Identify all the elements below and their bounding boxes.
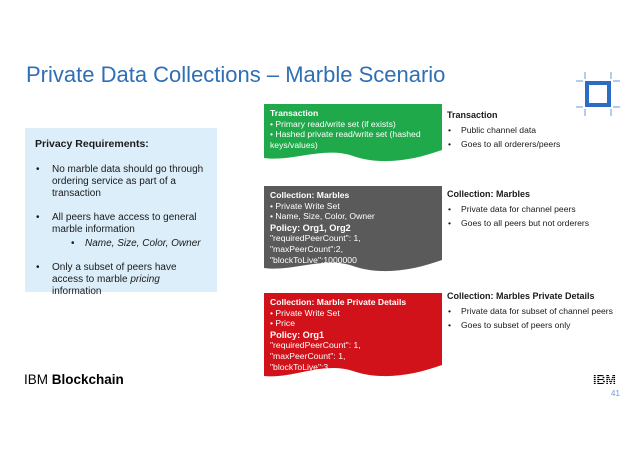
privacy-item-text: No marble data should go through ordering service as part of a transaction <box>52 164 204 199</box>
transaction-document-heading: Transaction <box>270 108 319 118</box>
bullet: • <box>36 212 40 223</box>
marbles-document-line: • Name, Size, Color, Owner <box>270 211 375 222</box>
details-policy-line: "blockToLive":3 <box>270 361 329 372</box>
marbles-description-heading: Collection: Marbles <box>447 189 531 199</box>
privacy-heading: Privacy Requirements: <box>35 138 149 150</box>
bullet: • <box>448 320 452 330</box>
transaction-document-shape <box>264 104 442 166</box>
marbles-document-content <box>264 186 442 265</box>
marble-private-details-document-shape <box>264 293 442 383</box>
brand-prefix: IBM <box>24 372 52 387</box>
details-document-heading: Collection: Marble Private Details <box>270 297 407 307</box>
details-policy-line: "maxPeerCount": 1, <box>270 350 346 361</box>
page-number: 41 <box>611 389 620 398</box>
description-item <box>447 139 637 150</box>
marbles-description <box>447 189 637 233</box>
transaction-description <box>447 110 637 154</box>
details-description <box>447 291 637 335</box>
privacy-item-text <box>52 262 177 297</box>
bullet: • <box>448 305 452 316</box>
marbles-document-line: • Private Write Set <box>270 200 340 211</box>
details-document-policy: Policy: Org1 <box>270 329 325 340</box>
bullet: • <box>448 139 452 149</box>
description-item <box>447 306 637 317</box>
description-item-text: Public channel data <box>461 124 537 135</box>
privacy-item-text-start: Only a subset of peers have access to marble <box>52 262 177 285</box>
bullet: • <box>448 124 452 135</box>
description-item-text: Goes to all orderers/peers <box>461 139 561 149</box>
brand-product: Blockchain <box>51 372 124 387</box>
description-item-text: Private data for subset of channel peers <box>461 305 613 316</box>
ibm-blockchain-brand <box>24 372 124 387</box>
marbles-document-policy: Policy: Org1, Org2 <box>270 222 351 233</box>
details-document-content <box>264 293 442 372</box>
privacy-item <box>35 164 207 200</box>
privacy-requirements-box <box>25 128 217 297</box>
privacy-item-text-end: information <box>52 286 102 297</box>
privacy-item-text: All peers have access to general marble information <box>52 212 197 235</box>
transaction-document-line: • Primary read/write set (if exists) <box>270 118 396 129</box>
bullet: • <box>448 203 452 214</box>
description-item-text: Private data for channel peers <box>461 203 576 214</box>
marbles-policy-line: "blockToLive":1000000 <box>270 254 357 265</box>
transaction-description-heading: Transaction <box>447 110 498 120</box>
bullet: • <box>36 164 40 175</box>
details-document-line: • Price <box>270 318 295 329</box>
privacy-item <box>35 262 207 298</box>
details-document-line: • Private Write Set <box>270 307 340 318</box>
description-item <box>447 125 637 136</box>
description-item-text: Goes to all peers but not orderers <box>461 218 590 228</box>
marbles-collection-document-shape <box>264 186 442 276</box>
privacy-sub-item-text: Name, Size, Color, Owner <box>85 238 201 249</box>
pricing-emphasis: pricing <box>130 274 160 285</box>
marbles-policy-line: "maxPeerCount":2, <box>270 243 343 254</box>
transaction-document-line: • Hashed private read/write set (hashed keys/values) <box>270 129 421 150</box>
bullet: • <box>71 238 75 249</box>
privacy-sub-item <box>35 238 207 250</box>
marbles-document-heading: Collection: Marbles <box>270 190 350 200</box>
privacy-item <box>35 212 207 236</box>
bullet: • <box>36 262 40 273</box>
description-item <box>447 218 637 229</box>
svg-text:IBM: IBM <box>593 373 616 385</box>
details-policy-line: "requiredPeerCount": 1, <box>270 340 361 351</box>
ibm-logo-icon <box>593 373 623 385</box>
bullet: • <box>448 218 452 228</box>
description-item <box>447 204 637 215</box>
transaction-document-content <box>264 104 442 150</box>
page-title: Private Data Collections – Marble Scenario <box>26 62 446 87</box>
details-description-heading: Collection: Marbles Private Details <box>447 291 595 301</box>
marbles-policy-line: "requiredPeerCount": 1, <box>270 233 361 244</box>
description-item-text: Goes to subset of peers only <box>461 320 571 330</box>
description-item <box>447 320 637 331</box>
